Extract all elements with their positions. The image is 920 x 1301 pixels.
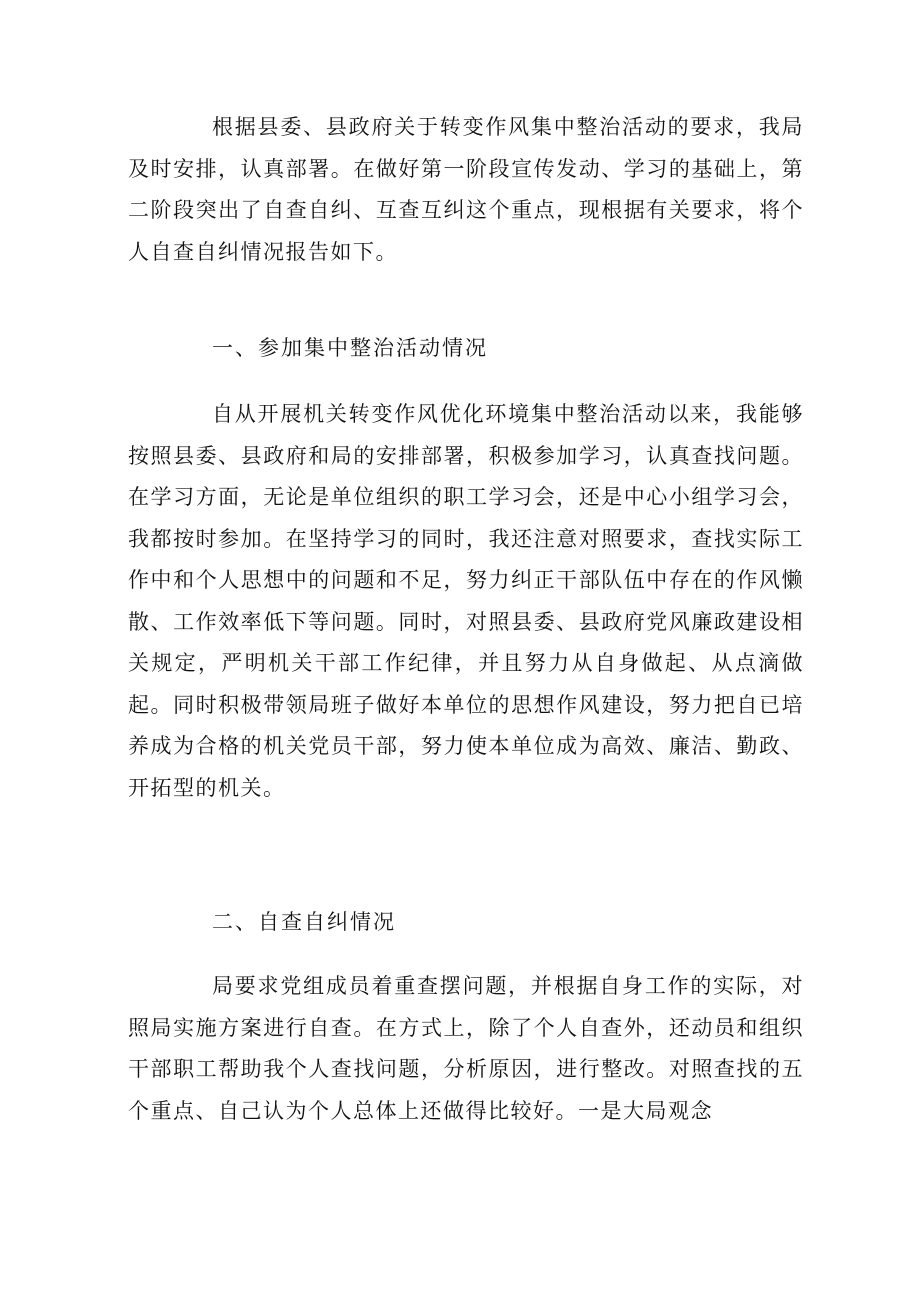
section-2-heading: 二、自查自纠情况 xyxy=(212,910,396,934)
intro-paragraph: 根据县委、县政府关于转变作风集中整治活动的要求，我局及时安排，认真部署。在做好第一阶段宣传发动、学习的基础上，第二阶段突出了自查自纠、互查互纠这个重点，现根据有关要求，将个人自查自纠情况报告如下。 xyxy=(128,115,804,264)
section-1-paragraph: 自从开展机关转变作风优化环境集中整治活动以来，我能够按照县委、县政府和局的安排部署，积极参加学习，认真查找问题。在学习方面，无论是单位组织的职工学习会，还是中心小组学习会，我都按时参加。在坚持学习的同时，我还注意对照要求，查找实际工作中和个人思想中的问题和不足，努力纠正干部队伍中存在的作风懒散、工作效率低下等问题。同时，对照县委、县政府党风廉政建设相关规定，严明机关干部工作纪律，并且努力从自身做起、从点滴做起。同时积极带领局班子做好本单位的思想作风建设，努力把自已培养成为合格的机关党员干部，努力使本单位成为高效、廉洁、勤政、开拓型的机关。 xyxy=(128,402,804,800)
section-2-paragraph: 局要求党组成员着重查摆问题，并根据自身工作的实际，对照局实施方案进行自查。在方式上，除了个人自查外，还动员和组织干部职工帮助我个人查找问题，分析原因，进行整改。对照查找的五个重点、自己认为个人总体上还做得比较好。一是大局观念 xyxy=(128,974,804,1123)
section-1-heading: 一、参加集中整治活动情况 xyxy=(212,336,488,360)
